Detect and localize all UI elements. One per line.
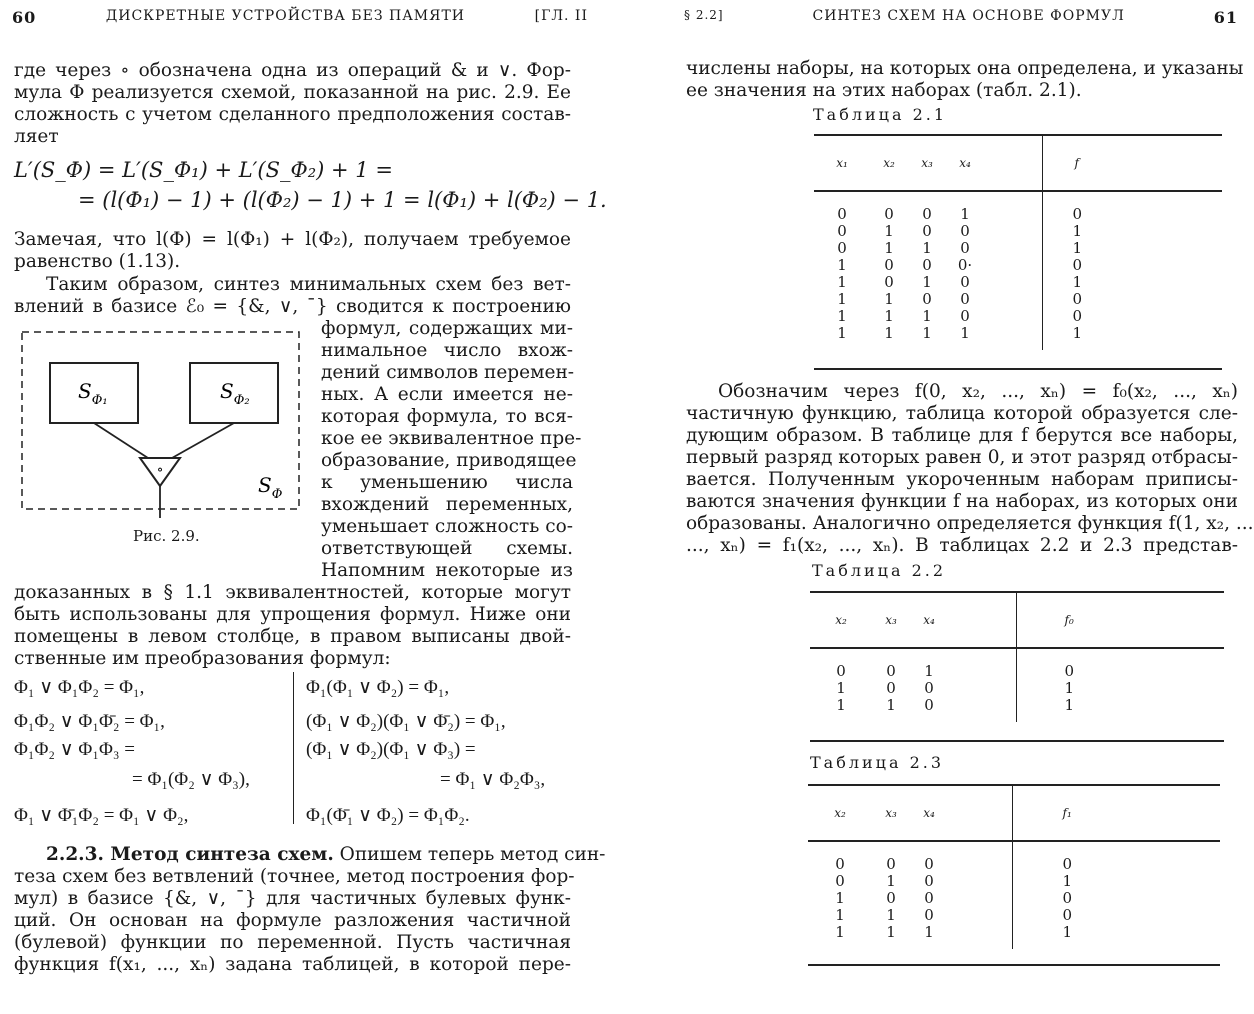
right-page (650, 0, 1254, 1014)
header-cell: f₁ (1012, 785, 1220, 841)
cell: 0 (922, 205, 932, 223)
table-row (808, 873, 1220, 890)
label-s: S (78, 379, 92, 403)
cell: 0 (924, 855, 934, 873)
cell: 1 (924, 923, 934, 941)
cell: 0 (924, 906, 934, 924)
left-para-3-after (14, 582, 571, 670)
cell: 0 (837, 239, 847, 257)
table-row (814, 240, 1222, 257)
section-heading-continuation: Опишем теперь метод син- (339, 844, 606, 865)
figure-2-9-diagram (20, 330, 305, 520)
left-para-2 (14, 229, 571, 273)
text-line: первый разряд которых равен 0, и этот разряд отбрасы- (686, 447, 1238, 468)
right-section-label: § 2.2] (684, 8, 724, 22)
cell: 1 (886, 923, 896, 941)
text-line: ее значения на этих наборах (табл. 2.1). (686, 80, 1082, 101)
cell: 1 (884, 290, 894, 308)
text-line: вается. Полученным укороченным наборам приписы- (686, 469, 1238, 490)
cell: 1 (922, 239, 932, 257)
cell: 1 (835, 889, 845, 907)
table-row (810, 697, 1224, 722)
cell: 1 (960, 205, 970, 223)
cell: 0 (1012, 841, 1220, 873)
cell: 1 (1042, 325, 1222, 350)
cell: 1 (837, 307, 847, 325)
cell: 1 (886, 696, 896, 714)
label-s-phi (258, 473, 283, 502)
cell: 0 (886, 662, 896, 680)
right-running-title: СИНТЕЗ СХЕМ НА ОСНОВЕ ФОРМУЛ (812, 8, 1125, 24)
right-page-number: 61 (1213, 8, 1238, 27)
cell: 1 (922, 307, 932, 325)
cell: 0 (924, 696, 934, 714)
text-line: формул, содержащих ми- (321, 318, 573, 339)
cell: 0 (960, 222, 970, 240)
cell: 1 (884, 239, 894, 257)
identity-left-3: Φ₁Φ₂ ∨ Φ₁Φ₃ = (14, 739, 135, 760)
text-line: вхождений переменных, (321, 494, 573, 515)
table-row (814, 291, 1222, 308)
spacer-cell (984, 291, 1042, 308)
table-row (814, 325, 1222, 350)
identity-right-4: = Φ₁ ∨ Φ₂Φ₃, (440, 769, 546, 790)
spacer-cell (948, 873, 1012, 890)
table-row (814, 257, 1222, 274)
text-line: ..., xₙ) = f₁(x₂, ..., xₙ). В таблицах 2.2 и 2.3 представ- (686, 535, 1238, 556)
text-line: которая формула, то вся- (321, 406, 573, 427)
text-line: ственные им преобразования формул: (14, 648, 391, 669)
cell: 1 (1012, 924, 1220, 949)
table-2-1-caption: Таблица 2.1 (813, 105, 948, 124)
spacer-cell (984, 191, 1042, 223)
cell: 0 (960, 290, 970, 308)
table-2-2 (810, 591, 1224, 722)
header-cell: x₄ (959, 155, 971, 170)
table-row (808, 907, 1220, 924)
left-chapter-label: [ГЛ. II (534, 8, 588, 24)
table-2-1-bottom-rule (814, 368, 1222, 370)
table-2-1 (814, 134, 1222, 350)
spacer-cell (984, 240, 1042, 257)
text-line: Таким образом, синтез минимальных схем без вет- (46, 274, 571, 295)
cell: 1 (922, 324, 932, 342)
header-cell: x₃ (921, 155, 933, 170)
cell: 0 (924, 679, 934, 697)
cell: 1 (924, 662, 934, 680)
cell: 0 (884, 205, 894, 223)
text-line: мул) в базисе {&, ∨, ¯} для частичных булевых функ- (14, 888, 571, 909)
text-line: ций. Он основан на формуле разложения частичной (14, 910, 571, 931)
cell: 0 (960, 307, 970, 325)
cell: 0 (1012, 890, 1220, 907)
table-row (814, 308, 1222, 325)
label-sub: Φ₂ (233, 393, 250, 408)
figure-2-9 (20, 330, 305, 524)
text-line: дений символов перемен- (321, 362, 575, 383)
cell: 0 (1042, 257, 1222, 274)
text-line: числены наборы, на которых она определена, и указаны (686, 58, 1244, 79)
table-row (814, 191, 1222, 223)
text-line: кое ее эквивалентное пре- (321, 428, 582, 449)
left-page (0, 0, 607, 1014)
identity-left-2: Φ₁Φ₂ ∨ Φ₁Φ̄₂ = Φ₁, (14, 711, 165, 732)
text-line: Замечая, что l(Φ) = l(Φ₁) + l(Φ₂), получаем требуемое (14, 229, 571, 250)
cell: 0 (886, 679, 896, 697)
text-line: функция f(x₁, ..., xₙ) задана таблицей, в которой пере- (14, 954, 571, 975)
table-row (808, 890, 1220, 907)
cell: 0 (886, 855, 896, 873)
formula-line-2: = (l(Φ₁) − 1) + (l(Φ₂) − 1) + 1 = l(Φ₁) + l(Φ₂) − 1. (78, 188, 607, 212)
text-line: влений в базисе ℰ₀ = {&, ∨, ¯} сводится к построению (14, 296, 571, 317)
cell: 0 (922, 222, 932, 240)
header-cell: x₂ (835, 612, 847, 627)
table-2-2-caption: Таблица 2.2 (812, 561, 947, 580)
table-header-row (808, 785, 1220, 841)
wire-right (172, 423, 234, 458)
spacer-cell (948, 785, 1012, 841)
identity-right-5: Φ₁(Φ̄₁ ∨ Φ₂) = Φ₁Φ₂. (306, 805, 470, 826)
cell: 0 (924, 872, 934, 890)
cell: 0 (884, 273, 894, 291)
text-line: (булевой) функции по переменной. Пусть частичная (14, 932, 571, 953)
spacer-cell (984, 325, 1042, 350)
table-header-row (814, 135, 1222, 191)
cell: 1 (1042, 274, 1222, 291)
cell: 1 (1016, 680, 1224, 697)
text-line: ных. А если имеется не- (321, 384, 573, 405)
header-cell: x₂ (834, 805, 846, 820)
text-line: дующим образом. В таблице для f берутся все наборы, (686, 425, 1238, 446)
cell: 1 (1042, 240, 1222, 257)
text-line: помещены в левом столбце, в правом выписаны двой- (14, 626, 571, 647)
cell: 0 (924, 889, 934, 907)
cell: 0 (884, 256, 894, 274)
cell: 0 (922, 290, 932, 308)
label-s-phi1 (78, 379, 108, 408)
spacer-cell (984, 308, 1042, 325)
identity-left-1: Φ₁ ∨ Φ₁Φ₂ = Φ₁, (14, 677, 145, 698)
identity-right-2: (Φ₁ ∨ Φ₂)(Φ₁ ∨ Φ̄₂) = Φ₁, (306, 711, 506, 732)
spacer-cell (948, 592, 1016, 648)
cell: 0 (837, 205, 847, 223)
cell: 0 (835, 855, 845, 873)
cell: 1 (837, 256, 847, 274)
text-line: частичную функцию, таблица которой образуется сле- (686, 403, 1238, 424)
cell: 1 (836, 696, 846, 714)
cell: 0 (835, 872, 845, 890)
identity-left-4: = Φ₁(Φ₂ ∨ Φ₃), (132, 769, 250, 790)
cell: 0 (1016, 648, 1224, 680)
cell: 1 (960, 324, 970, 342)
header-cell: x₁ (836, 155, 848, 170)
header-cell: f₀ (1016, 592, 1224, 648)
cell: 0· (957, 256, 973, 274)
cell: 1 (886, 906, 896, 924)
text-line: ваются значения функции f на наборах, из которых они (686, 491, 1238, 512)
cell: 0 (960, 273, 970, 291)
spacer-cell (948, 697, 1016, 722)
left-para-3-wrap (321, 318, 582, 582)
header-cell: x₃ (885, 805, 897, 820)
cell: 1 (884, 324, 894, 342)
wire-left (94, 423, 148, 458)
header-cell: x₃ (885, 612, 897, 627)
table-row (814, 223, 1222, 240)
text-line: ответствующей схемы. (321, 538, 573, 559)
label-s: S (220, 379, 234, 403)
table-2-2-bottom-rule (810, 740, 1224, 742)
text-line: уменьшает сложность со- (321, 516, 573, 537)
spacer-cell (948, 907, 1012, 924)
text-line: быть использованы для упрощения формул. Ниже они (14, 604, 571, 625)
spacer-cell (984, 135, 1042, 191)
cell: 1 (836, 679, 846, 697)
text-line: мула Φ реализуется схемой, показанной на рис. 2.9. Ее (14, 82, 571, 103)
label-s: S (258, 473, 272, 497)
text-line: к уменьшению числа (321, 472, 573, 493)
table-row (814, 274, 1222, 291)
label-sub: Φ (271, 487, 283, 502)
spacer-cell (948, 890, 1012, 907)
text-line: Напомним некоторые из (321, 560, 573, 581)
table-row (810, 680, 1224, 697)
table-row (808, 841, 1220, 873)
label-sub: Φ₁ (91, 393, 108, 408)
text-line: доказанных в § 1.1 эквивалентностей, которые могут (14, 582, 571, 603)
text-line: нимальное число вхож- (321, 340, 573, 361)
identities-divider (293, 672, 294, 824)
cell: 1 (884, 222, 894, 240)
table-2-3 (808, 784, 1220, 949)
spacer-cell (984, 257, 1042, 274)
header-cell: x₂ (883, 155, 895, 170)
table-header-row (810, 592, 1224, 648)
right-running-head (684, 8, 1238, 27)
spacer-cell (948, 924, 1012, 949)
header-cell: f (1042, 135, 1222, 191)
header-cell: x₄ (923, 612, 935, 627)
right-para-2 (686, 381, 1254, 557)
text-line: образованы. Аналогично определяется функция f(1, x₂, ... (686, 513, 1254, 534)
text-line: равенство (1.13). (14, 251, 181, 272)
spacer-cell (984, 223, 1042, 240)
cell: 1 (837, 290, 847, 308)
formula-line-1: L′(S_Φ) = L′(S_Φ₁) + L′(S_Φ₂) + 1 = (14, 158, 393, 182)
cell: 1 (1042, 223, 1222, 240)
cell: 1 (886, 872, 896, 890)
spacer-cell (948, 841, 1012, 873)
table-row (810, 648, 1224, 680)
text-line: теза схем без ветвлений (точнее, метод построения фор- (14, 866, 575, 887)
left-para-1 (14, 60, 571, 148)
cell: 1 (835, 906, 845, 924)
figure-caption: Рис. 2.9. (133, 527, 200, 545)
cell: 1 (884, 307, 894, 325)
cell: 1 (837, 273, 847, 291)
left-running-title: ДИСКРЕТНЫЕ УСТРОЙСТВА БЕЗ ПАМЯТИ (105, 8, 465, 24)
table-2-3-bottom-rule (808, 964, 1220, 966)
cell: 0 (922, 256, 932, 274)
text-line: Обозначим через f(0, x₂, ..., xₙ) = f₀(x₂, ..., xₙ) (718, 381, 1238, 402)
text-line: ляет (14, 126, 59, 147)
table-row (808, 924, 1220, 949)
left-page-number: 60 (12, 8, 37, 27)
cell: 0 (1042, 191, 1222, 223)
text-line: где через ∘ обозначена одна из операций & и ∨. Фор- (14, 60, 571, 81)
spacer-cell (948, 680, 1016, 697)
left-running-head (12, 8, 588, 27)
header-cell: x₄ (923, 805, 935, 820)
cell: 0 (837, 222, 847, 240)
left-para-3 (14, 274, 571, 318)
spacer-cell (984, 274, 1042, 291)
section-heading: 2.2.3. Метод синтеза схем. (46, 844, 334, 865)
identity-left-5: Φ₁ ∨ Φ̄₁Φ₂ = Φ₁ ∨ Φ₂, (14, 805, 189, 826)
cell: 0 (1042, 291, 1222, 308)
text-line: сложность с учетом сделанного предположения состав- (14, 104, 571, 125)
text-line (14, 844, 606, 866)
cell: 0 (960, 239, 970, 257)
cell: 1 (1012, 873, 1220, 890)
cell: 1 (837, 324, 847, 342)
text-line: образование, приводящее (321, 450, 577, 471)
cell: 0 (886, 889, 896, 907)
gate-symbol: ∘ (156, 462, 164, 478)
right-para-1 (686, 58, 1244, 102)
identity-right-3: (Φ₁ ∨ Φ₂)(Φ₁ ∨ Φ₃) = (306, 739, 476, 760)
cell: 0 (836, 662, 846, 680)
spacer-cell (948, 648, 1016, 680)
cell: 0 (1042, 308, 1222, 325)
label-s-phi2 (220, 379, 250, 408)
left-para-4 (14, 844, 606, 976)
cell: 1 (1016, 697, 1224, 722)
table-2-3-caption: Таблица 2.3 (810, 753, 945, 772)
cell: 1 (922, 273, 932, 291)
cell: 0 (1012, 907, 1220, 924)
identity-right-1: Φ₁(Φ₁ ∨ Φ₂) = Φ₁, (306, 677, 450, 698)
cell: 1 (835, 923, 845, 941)
